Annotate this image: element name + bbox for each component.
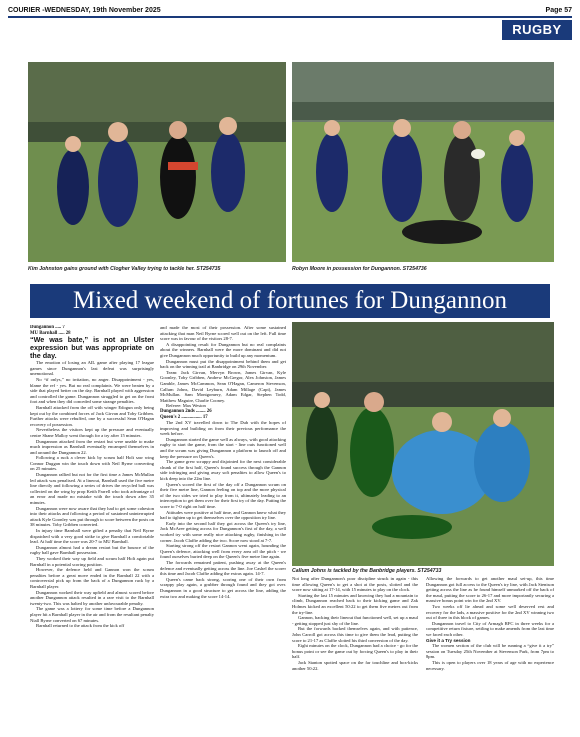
paragraph: Team: Jack Girvan, Mervyn Brown, James Girvan, Kyle Goonley, Toby Gribben, Andrew McGregor, Alex Johnston, James Gamble, James McCammon, Sean O'Hagan, Cameron Stevenson, Callum Johns, David Leyburn, Adam Millage (Capt), James McMullan. Sam Montgomery, Adam Edgar, Stephen Todd, Matthew Maguire, Charlie Cooney. — [160, 369, 286, 403]
photo2-caption: Robyn Moore in possession for Dungannon. ST254736 — [292, 266, 427, 272]
paragraph: Give it a Try session — [426, 637, 471, 643]
paragraph: Dungannon were now aware that they had to get some cohesion into their attacks and following a period of sustained uninterrupted attack Kyle Goonley was put through to score between the posts on 38 minutes. Toby Gribben converted. — [30, 505, 154, 528]
paragraph: No “if onlys,” no irritation, no anger. Disappointment - yes, blame the ref - yes. But no real complaints. We were beaten by a side that played better on the day. Barnhall played with aggression and controlled the game. Dungannon struggled to get on the front foot and when they did conceded some strange penalties. — [30, 376, 154, 405]
paragraph: Eight minutes on the clock, Dungannon had a choice - go for the bonus point or see the game out by forcing Queen's to play in their half. — [292, 643, 418, 660]
paragraph: Dungannon almost had a dream restart but the bounce of the rugby ball gave Barnhall possession. — [30, 544, 154, 556]
article-column-4 — [426, 576, 554, 736]
paragraph: Dungannon attacked from the restart but were unable to make much impression as Barnhall eventually encamped themselves in and around the Dungannon 22. — [30, 438, 154, 455]
paragraph: Dungannon 2nds ........ 26 — [160, 408, 212, 414]
paragraph: The women section of the club will be running a “give it a try” session on Tuesday 25th November at Stevenson Park, from 7pm to 8pm. — [426, 643, 554, 660]
paragraph: Dungannon ..... 7 — [30, 325, 65, 330]
paragraph: Early into the second half they got across the Queen's try line, Jack McAree getting across for Dungannon's first of the day, a well worked try with some really nice attacking rugby, finishing in the corner. Jacob Claffie adding the two. Score now stood at 7-7. — [160, 520, 286, 543]
paragraph: But the forwards backed themselves again, and with patience, John Carroll got across this time to give them the lead, putting the score to 21-17 as Claffie slotted his third conversion of the day. — [292, 626, 418, 643]
paragraph: Queen's scored the first of the day off a Dungannon scrum on their five metre line, Gannon feeling on top and the more physical of the two sides we tried to play from it, ultimately leading to an interception to get them over for their first try of the day. Putting the score to 7-0 right on half time. — [160, 481, 286, 509]
paragraph: Dungannon travel to City of Armagh RFC in three weeks for a competitive return fixture, settling to make amends from the last time we faced each other. — [426, 620, 554, 637]
paragraph: “We was bate,” is not an Ulster expression but was appropriate on the day. — [30, 335, 154, 361]
paragraph: MU Barnhall ..... 28 — [30, 330, 71, 336]
section-label: RUGBY — [502, 20, 572, 40]
paragraph: Attitudes were positive at half time, and Gannon knew what they had to tighten up to get themselves over the opposition try line. — [160, 509, 286, 521]
paragraph: Nevertheless the visitors kept up the pressure and eventually centre Shane Malloy went through for a try after 15 minutes. — [30, 427, 154, 438]
paragraph: Dungannon worked their way upfield and almost scored before another Dungannon attack resulted in a rare visit to the Barnhall twenty-two. This was halted by another unfavourable penalty. — [30, 589, 154, 606]
paragraph: Jack Stanton spotted space on the far touchline and box-kicks another 50:22. — [292, 659, 418, 671]
photo1-caption: Kim Johnston gains ground with Clogher Valley trying to tackle her. ST254735 — [28, 266, 221, 272]
paragraph: Queen's 2 ................. 17 — [160, 414, 208, 420]
headline: Mixed weekend of fortunes for Dungannon — [73, 287, 507, 314]
page-number: Page 57 — [545, 7, 572, 14]
paragraph: and made the most of their possession. After some sustained attacking that man Neil Byrne scored well out on the left. Full time score was in favour of the visitors 28-7. — [160, 325, 286, 342]
paragraph: Referee: Max Weston — [166, 403, 206, 409]
paragraph: They worked their way up field and scrum half Holt again put Barnhall in a potential scoring position. — [30, 555, 154, 567]
paragraph: The forwards remained patient, pushing away at the Queen's defence and eventually getting across the line. Joe Cashel the scorer this time and Jacob Claffie adding the extras again. 14-7. — [160, 559, 286, 577]
paragraph: Allowing the forwards to get another maul set-up, this time Dungannon got full access to the Queen's try line, with Jack Stenison getting across the line as he found himself unmarked off the back of the maul, putting the score to 26-17 and more importantly securing a massive bonus point win for the 2nd XV. — [426, 576, 554, 604]
paragraph: However, the defence held and Gannon won the scrum penalties before a great move ended in the Barnhall 22 with a controversial pick up from the back of a Dungannon ruck by a Barnhall player. — [30, 567, 154, 589]
paragraph: Queen's came back strong, scoring one of their own from scrappy play again, a grubber through found and they got over. Dungannon in a good structure to get across the line, adding the extra two and making the score 14-14. — [160, 576, 286, 599]
photo-kim-johnston — [28, 62, 286, 262]
paragraph: Not long after Dungannon's poor discipline struck in again - this time allowing Queen's to get a shot at the posts, slotted and the score now sitting at 17-14, with 15 minutes to play on the clock. — [292, 576, 418, 593]
paragraph: Barnhall attacked from the off with winger Edogun only being kept out by the combined forces of Jack Girvan and Toby Gribben. Further attacks were rebuffed, one by a successful Sean O'Hagan recovery of possession. — [30, 404, 154, 427]
paragraph: Gannon, backing their lineout that functioned well, set up a maul - getting stopped just shy of the line. — [292, 615, 418, 626]
paragraph: A disappointing result for Dungannon but no real complaints about the winners. Barnhall were the more dominant and did not give Dungannon much opportunity to build up any momentum. — [160, 341, 286, 358]
paragraph: Dungannon must put the disappointment behind them and get back on the winning trail at Banbridge on 29th November. — [160, 358, 286, 370]
photo-robyn-moore — [292, 62, 554, 262]
page-header — [8, 4, 572, 16]
article-column-1 — [30, 325, 154, 735]
paragraph: This is open to players over 18 years of age with no experience necessary. — [426, 659, 554, 671]
paragraph: The emotion of losing an AIL game after playing 17 league games since Dungannon's last defeat was surprisingly unemotional. — [30, 360, 154, 377]
paragraph: Starting the last 15 minutes and knowing they had a mountain to climb, Dungannon reached back to their kicking game and Zak Holmes kicked an excellent 50:22 to get them five metres out from the try-line. — [292, 592, 418, 615]
article-column-2 — [160, 325, 286, 735]
paragraph: Following a ruck a clever kick by scrum half Holt saw wing Connor Duggan win the touch down with Neil Byrne converting on 25 minutes. — [30, 455, 154, 472]
photo-callum-johns — [292, 322, 554, 566]
paragraph: The 2nd XV travelled down to The Dub with the hopes of improving and building on from their previous performance the week before. — [160, 420, 286, 437]
photo3-caption: Callum Johns is tackled by the Banbridge players. ST254733 — [292, 568, 442, 574]
section-rule — [8, 16, 572, 18]
paragraph: Two weeks off lie ahead and some well deserved rest and recovery for the lads, a massive positive for the 2nd XV winning two out of three in this block of games. — [426, 603, 554, 621]
paragraph: In injury time Barnhall were gifted a penalty that Neil Byrne dispatched with a very good strike to give Barnhall a comfortable lead. At half time the score was 20-7 to MU Barnhall. — [30, 528, 154, 545]
paragraph: The game grew scrappy and disjointed for the next considerable chunk of the first half, Queen's found success through the Gannon side infringing and giving away soft penalties to allow Queen's to kick deep into the 22m line. — [160, 459, 286, 482]
paragraph: Dungannon rallied but not for the first time a James McMullan led attack was penalised. At a lineout, Barnhall used the five metre line directly and following a series of drives the recycled ball was collected on the wing by prop Keith Farrell who took advantage of an error and made no mistake with the touch down after 35 minutes. — [30, 472, 154, 506]
paragraph: The game was a lottery for some time before a Dungannon player hit a Barnhall player in the air and from the resultant penalty Niall Byrne converted on 67 minutes. — [30, 606, 154, 623]
paragraph: Dungannon started the game well as always, with good attacking rugby to start the game, from the start - line outs functioned well and the scrum was giving Dungannon a platform to launch off and keep the pressure on Queen's. — [160, 436, 286, 459]
paragraph: Starting strong off the restart Gannon went again, hounding the Queen's defence, attacking well from every area off the pitch - we found ourselves buried deep on the Queen's five metre line again. — [160, 543, 286, 560]
paragraph: Barnhall returned to the attack from the kick off — [36, 623, 125, 629]
article-column-3 — [292, 576, 418, 736]
publication-date: COURIER -WEDNESDAY, 19th November 2025 — [8, 7, 161, 14]
